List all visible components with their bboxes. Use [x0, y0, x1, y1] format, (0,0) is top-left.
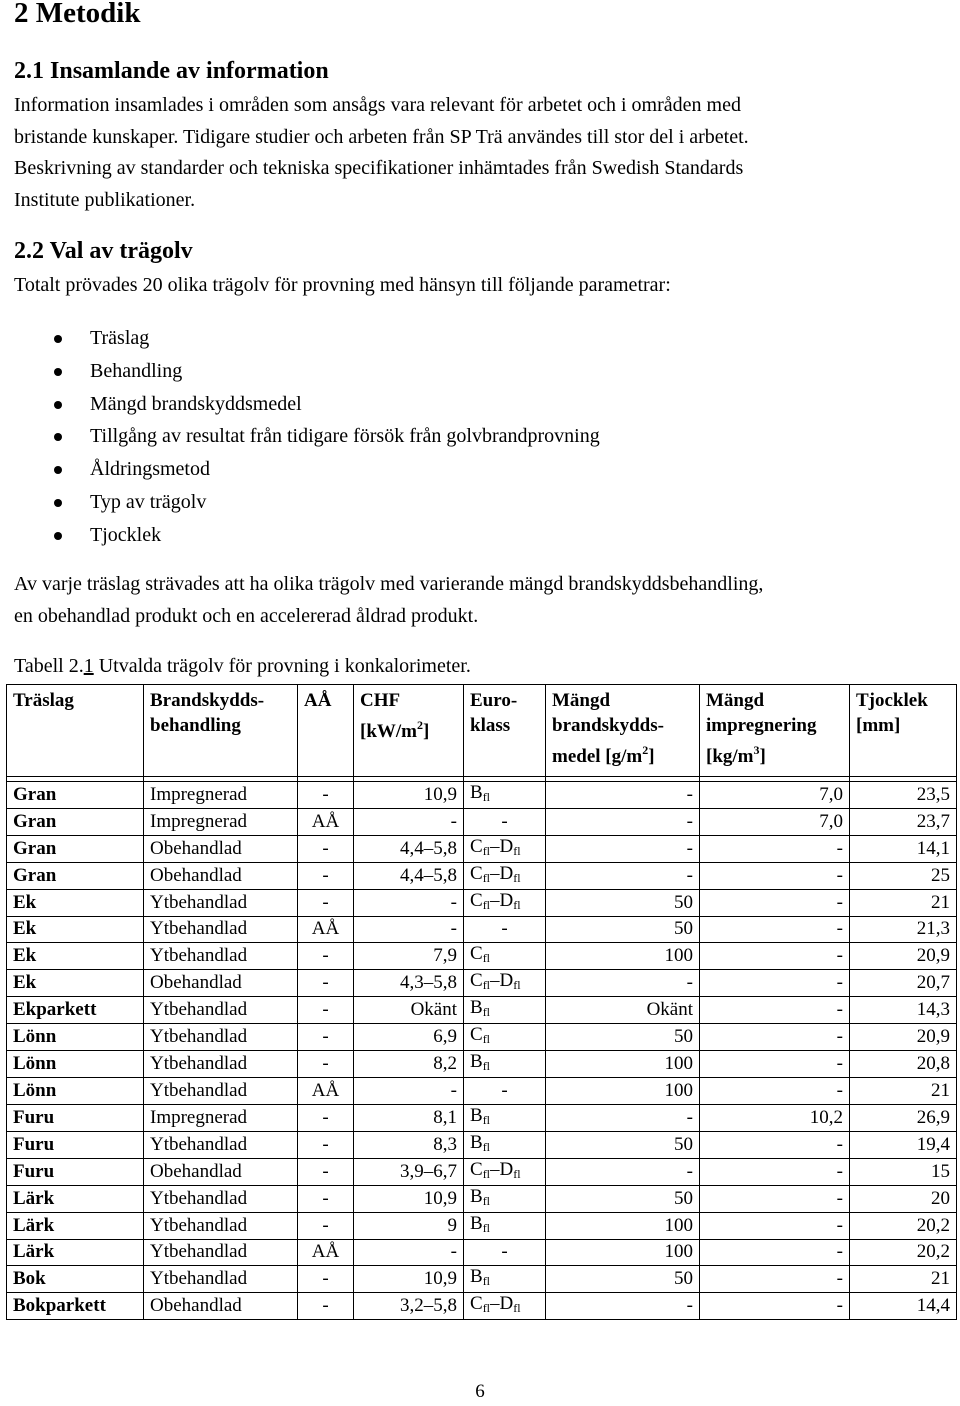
table-body [7, 782, 957, 1320]
cell-impregnering: - [700, 970, 850, 997]
paragraph-line: Information insamlades i områden som ansågs vara relevant för arbetet och i områden med [14, 94, 741, 116]
cell-aa: - [298, 1212, 354, 1239]
cell-behandling: Ytbehandlad [144, 889, 298, 916]
cell-aa: - [298, 1158, 354, 1185]
cell-tjocklek: 20 [850, 1185, 957, 1212]
cell-behandling: Ytbehandlad [144, 1239, 298, 1266]
cell-chf: 6,9 [354, 1024, 464, 1051]
euroklass-subscript: fl [513, 1301, 521, 1315]
cell-mangd: 100 [546, 1212, 700, 1239]
table-row [7, 1104, 957, 1131]
euroklass-subscript: fl [513, 897, 521, 912]
list-item [0, 519, 600, 552]
cell-mangd: 100 [546, 1239, 700, 1266]
cell-tjocklek: 21 [850, 1078, 957, 1105]
cell-traslag: Ek [7, 970, 144, 997]
cell-tjocklek: 21 [850, 889, 957, 916]
table-row [7, 1024, 957, 1051]
table-header-row [7, 685, 957, 777]
euroklass-subscript: fl [482, 1166, 491, 1181]
bullet-icon [54, 466, 62, 474]
cell-behandling: Ytbehandlad [144, 1078, 298, 1105]
cell-traslag: Lärk [7, 1239, 144, 1266]
euroklass-letter: C [470, 835, 483, 857]
euroklass-value: - [501, 1241, 508, 1263]
list-item-label: Mängd brandskyddsmedel [90, 392, 302, 415]
caption-prefix: Tabell 2. [14, 655, 84, 677]
header-chf: CHF $[kW/m^2]$ [354, 685, 464, 777]
euroklass-subscript: fl [513, 843, 521, 858]
cell-chf: 10,9 [354, 1185, 464, 1212]
cell-tjocklek: 21,3 [850, 916, 957, 943]
cell-behandling: Ytbehandlad [144, 916, 298, 943]
cell-impregnering: - [700, 1185, 850, 1212]
cell-mangd: 50 [546, 1024, 700, 1051]
cell-aa: - [298, 1024, 354, 1051]
cell-tjocklek: 14,1 [850, 835, 957, 862]
cell-traslag: Ekparkett [7, 997, 144, 1024]
cell-euroklass [464, 1078, 546, 1105]
cell-euroklass [464, 889, 546, 916]
list-item-label: Typ av trägolv [90, 490, 207, 513]
cell-mangd: 100 [546, 1051, 700, 1078]
cell-impregnering: - [700, 889, 850, 916]
header-mangd-impregnering: Mängd impregnering $[kg/m^3]$ [700, 685, 850, 777]
section-2-1-paragraph [14, 90, 944, 216]
euroklass-subscript: fl [482, 1274, 491, 1288]
cell-impregnering: - [700, 1212, 850, 1239]
euroklass-subscript: fl [513, 1166, 521, 1181]
euroklass-subscript: fl [513, 870, 521, 885]
chapter-heading: 2 Metodik [14, 0, 141, 29]
bullet-icon [54, 532, 62, 540]
cell-tjocklek: 14,4 [850, 1293, 957, 1320]
euroklass-letter: D [499, 1293, 514, 1314]
cell-traslag: Furu [7, 1131, 144, 1158]
euroklass-dash: – [490, 1293, 500, 1314]
euroklass-dash: – [490, 1158, 500, 1180]
cell-traslag: Ek [7, 916, 144, 943]
cell-aa: - [298, 1051, 354, 1078]
cell-behandling: Obehandlad [144, 970, 298, 997]
euroklass-letter: B [470, 1051, 483, 1072]
table-row [7, 1293, 957, 1320]
cell-mangd: 50 [546, 916, 700, 943]
table-caption [14, 652, 471, 680]
table-row [7, 1266, 957, 1293]
cell-tjocklek: 23,5 [850, 782, 957, 809]
cell-impregnering: - [700, 835, 850, 862]
euroklass-letter: C [470, 862, 483, 884]
euroklass-letter: C [470, 943, 483, 964]
cell-traslag: Lönn [7, 1024, 144, 1051]
cell-aa: - [298, 782, 354, 809]
table-row [7, 782, 957, 809]
euroklass-letter: B [470, 997, 483, 1018]
cell-traslag: Bokparkett [7, 1293, 144, 1320]
cell-euroklass [464, 782, 546, 809]
cell-behandling: Obehandlad [144, 1293, 298, 1320]
cell-tjocklek: 20,2 [850, 1212, 957, 1239]
cell-tjocklek: 25 [850, 862, 957, 889]
cell-aa: - [298, 835, 354, 862]
cell-aa: - [298, 1131, 354, 1158]
paragraph-line: en obehandlad produkt och en accelererad åldrad produkt. [14, 604, 479, 627]
cell-behandling: Impregnerad [144, 782, 298, 809]
paragraph-line: Av varje träslag strävades att ha olika trägolv med varierande mängd brandskyddsbehandling, [14, 573, 764, 595]
section-heading-2-2: 2.2 Val av trägolv [14, 238, 193, 264]
table-row [7, 809, 957, 836]
cell-traslag: Gran [7, 809, 144, 836]
cell-aa: - [298, 943, 354, 970]
cell-tjocklek: 20,9 [850, 1024, 957, 1051]
list-item-label: Behandling [90, 359, 183, 382]
cell-impregnering: - [700, 862, 850, 889]
cell-mangd: - [546, 970, 700, 997]
euroklass-subscript: fl [482, 1139, 491, 1154]
cell-mangd: - [546, 809, 700, 836]
table-row [7, 1131, 957, 1158]
cell-impregnering: - [700, 1024, 850, 1051]
cell-euroklass [464, 862, 546, 889]
cell-chf: 3,9–6,7 [354, 1158, 464, 1185]
cell-euroklass [464, 943, 546, 970]
cell-chf: 7,9 [354, 943, 464, 970]
paragraph-line: bristande kunskaper. Tidigare studier och arbeten från SP Trä användes till stor del i arbetet. [14, 125, 749, 148]
cell-behandling: Ytbehandlad [144, 997, 298, 1024]
euroklass-subscript: fl [482, 897, 491, 912]
paragraph-line: Beskrivning av standarder och tekniska specifikationer inhämtades från Swedish Standards [14, 157, 744, 179]
list-item [0, 453, 600, 486]
paragraph-line: Institute publikationer. [14, 188, 196, 211]
cell-chf: 10,9 [354, 782, 464, 809]
euroklass-subscript: fl [482, 1005, 491, 1019]
cell-tjocklek: 19,4 [850, 1131, 957, 1158]
cell-aa: - [298, 1104, 354, 1131]
bullet-icon [54, 368, 62, 376]
table-row [7, 943, 957, 970]
cell-mangd: - [546, 1158, 700, 1185]
cell-mangd: 100 [546, 1078, 700, 1105]
cell-traslag: Furu [7, 1104, 144, 1131]
bullet-icon [54, 499, 62, 507]
bullet-icon [54, 401, 62, 409]
cell-behandling: Ytbehandlad [144, 943, 298, 970]
euroklass-subscript: fl [482, 1193, 491, 1208]
table-row [7, 1158, 957, 1185]
euroklass-letter: B [470, 1266, 483, 1287]
cell-aa: AÅ [298, 809, 354, 836]
cell-tjocklek: 14,3 [850, 997, 957, 1024]
header-euroklass: Euro- klass [464, 685, 546, 777]
cell-euroklass [464, 1024, 546, 1051]
cell-chf: 4,4–5,8 [354, 862, 464, 889]
caption-text: Utvalda trägolv för provning i konkalorimeter. [93, 655, 471, 677]
cell-mangd: 50 [546, 889, 700, 916]
list-item-label: Tjocklek [90, 523, 162, 546]
cell-behandling: Obehandlad [144, 862, 298, 889]
cell-impregnering: - [700, 916, 850, 943]
euroklass-letter: B [470, 782, 483, 803]
cell-behandling: Obehandlad [144, 1158, 298, 1185]
euroklass-dash: – [490, 835, 500, 857]
table-row [7, 835, 957, 862]
cell-mangd: - [546, 782, 700, 809]
cell-mangd: - [546, 835, 700, 862]
euroklass-dash: – [490, 970, 500, 991]
cell-euroklass [464, 1293, 546, 1320]
euroklass-value: - [501, 1079, 508, 1101]
cell-aa: - [298, 862, 354, 889]
euroklass-dash: – [490, 889, 500, 911]
cell-aa: AÅ [298, 1078, 354, 1105]
cell-traslag: Lönn [7, 1078, 144, 1105]
parameter-list [0, 322, 600, 552]
list-item [0, 388, 600, 421]
cell-behandling: Ytbehandlad [144, 1185, 298, 1212]
cell-traslag: Lärk [7, 1212, 144, 1239]
table-row [7, 1051, 957, 1078]
euroklass-letter: C [470, 1293, 483, 1314]
list-item-label: Åldringsmetod [90, 458, 210, 481]
section-2-2-intro [14, 270, 944, 302]
cell-euroklass [464, 1185, 546, 1212]
cell-behandling: Impregnerad [144, 1104, 298, 1131]
cell-impregnering: - [700, 1131, 850, 1158]
cell-aa: AÅ [298, 916, 354, 943]
cell-tjocklek: 20,2 [850, 1239, 957, 1266]
section-heading-2-1: 2.1 Insamlande av information [14, 58, 329, 84]
paragraph-line: Totalt prövades 20 olika trägolv för provning med hänsyn till följande parametrar: [14, 274, 671, 296]
table-row [7, 997, 957, 1024]
cell-traslag: Ek [7, 943, 144, 970]
euroklass-subscript: fl [482, 790, 491, 804]
list-item-label: Träslag [90, 327, 150, 349]
header-behandling: Brandskydds- behandling [144, 685, 298, 777]
cell-behandling: Ytbehandlad [144, 1212, 298, 1239]
cell-aa: AÅ [298, 1239, 354, 1266]
floor-table [6, 684, 957, 1320]
euroklass-subscript: fl [482, 978, 491, 992]
cell-traslag: Gran [7, 862, 144, 889]
table-row [7, 1239, 957, 1266]
cell-euroklass [464, 1104, 546, 1131]
cell-chf: - [354, 889, 464, 916]
cell-impregnering: 7,0 [700, 782, 850, 809]
cell-chf: - [354, 1239, 464, 1266]
cell-chf: Okänt [354, 997, 464, 1024]
cell-tjocklek: 26,9 [850, 1104, 957, 1131]
euroklass-value: - [501, 810, 508, 832]
cell-behandling: Ytbehandlad [144, 1266, 298, 1293]
bullet-icon [54, 433, 62, 441]
cell-behandling: Ytbehandlad [144, 1131, 298, 1158]
cell-impregnering: - [700, 997, 850, 1024]
cell-euroklass [464, 1051, 546, 1078]
cell-impregnering: - [700, 943, 850, 970]
table-row [7, 1185, 957, 1212]
cell-euroklass [464, 1239, 546, 1266]
euroklass-letter: C [470, 1024, 483, 1045]
caption-number: 1 [83, 655, 94, 677]
euroklass-subscript: fl [513, 978, 521, 992]
table-row [7, 1078, 957, 1105]
list-item [0, 420, 600, 453]
cell-impregnering: - [700, 1239, 850, 1266]
cell-aa: - [298, 1185, 354, 1212]
cell-euroklass [464, 1158, 546, 1185]
euroklass-letter: D [499, 970, 514, 991]
euroklass-subscript: fl [482, 1301, 491, 1315]
cell-aa: - [298, 1293, 354, 1320]
euroklass-letter: C [470, 1158, 483, 1180]
section-2-2-closing [14, 569, 944, 632]
euroklass-letter: D [499, 1158, 514, 1180]
cell-mangd: 100 [546, 943, 700, 970]
cell-traslag: Gran [7, 835, 144, 862]
cell-behandling: Obehandlad [144, 835, 298, 862]
cell-impregnering: 10,2 [700, 1104, 850, 1131]
cell-chf: - [354, 809, 464, 836]
cell-mangd: 50 [546, 1266, 700, 1293]
cell-chf: 8,3 [354, 1131, 464, 1158]
list-item-label: Tillgång av resultat från tidigare försök från golvbrandprovning [90, 425, 600, 448]
cell-mangd: 50 [546, 1185, 700, 1212]
cell-traslag: Lönn [7, 1051, 144, 1078]
cell-aa: - [298, 1266, 354, 1293]
cell-chf: - [354, 1078, 464, 1105]
cell-tjocklek: 15 [850, 1158, 957, 1185]
euroklass-subscript: fl [482, 843, 491, 858]
euroklass-subscript: fl [482, 1112, 491, 1127]
euroklass-letter: B [470, 1185, 483, 1207]
table-row [7, 889, 957, 916]
cell-impregnering: 7,0 [700, 809, 850, 836]
cell-behandling: Impregnerad [144, 809, 298, 836]
cell-aa: - [298, 997, 354, 1024]
euroklass-letter: B [470, 1104, 483, 1126]
table-row [7, 970, 957, 997]
cell-tjocklek: 20,8 [850, 1051, 957, 1078]
table-row [7, 916, 957, 943]
cell-mangd: - [546, 1293, 700, 1320]
cell-tjocklek: 20,7 [850, 970, 957, 997]
cell-traslag: Ek [7, 889, 144, 916]
bullet-icon [54, 335, 62, 343]
cell-impregnering: - [700, 1293, 850, 1320]
cell-impregnering: - [700, 1078, 850, 1105]
cell-tjocklek: 21 [850, 1266, 957, 1293]
cell-euroklass [464, 1266, 546, 1293]
cell-mangd: Okänt [546, 997, 700, 1024]
cell-traslag: Lärk [7, 1185, 144, 1212]
euroklass-letter: C [470, 970, 483, 991]
cell-aa: - [298, 889, 354, 916]
table-row [7, 1212, 957, 1239]
cell-chf: 8,2 [354, 1051, 464, 1078]
list-item [0, 322, 600, 355]
cell-euroklass [464, 916, 546, 943]
cell-mangd: 50 [546, 1131, 700, 1158]
header-mangd-brandskyddsmedel: Mängd brandskydds- medel $[g/m^2]$ [546, 685, 700, 777]
cell-chf: 8,1 [354, 1104, 464, 1131]
cell-euroklass [464, 997, 546, 1024]
euroklass-subscript: fl [482, 1032, 491, 1046]
cell-chf: - [354, 916, 464, 943]
euroklass-subscript: fl [482, 870, 491, 885]
header-traslag: Träslag [7, 685, 144, 777]
cell-chf: 3,2–5,8 [354, 1293, 464, 1320]
header-aa: AÅ [298, 685, 354, 777]
cell-traslag: Bok [7, 1266, 144, 1293]
cell-behandling: Ytbehandlad [144, 1051, 298, 1078]
list-item [0, 486, 600, 519]
list-item [0, 355, 600, 388]
cell-impregnering: - [700, 1158, 850, 1185]
euroklass-letter: B [470, 1131, 483, 1153]
euroklass-subscript: fl [482, 1220, 491, 1235]
cell-traslag: Furu [7, 1158, 144, 1185]
cell-chf: 9 [354, 1212, 464, 1239]
cell-impregnering: - [700, 1051, 850, 1078]
euroklass-letter: C [470, 889, 483, 911]
cell-tjocklek: 23,7 [850, 809, 957, 836]
euroklass-value: - [501, 918, 508, 940]
page-number: 6 [475, 1381, 485, 1402]
euroklass-letter: D [499, 862, 514, 884]
cell-chf: 4,3–5,8 [354, 970, 464, 997]
cell-euroklass [464, 970, 546, 997]
cell-euroklass [464, 835, 546, 862]
cell-mangd: - [546, 862, 700, 889]
header-tjocklek: Tjocklek [mm] [850, 685, 957, 777]
euroklass-letter: D [499, 835, 514, 857]
euroklass-subscript: fl [482, 1059, 491, 1073]
table-row [7, 862, 957, 889]
euroklass-subscript: fl [482, 951, 491, 965]
cell-behandling: Ytbehandlad [144, 1024, 298, 1051]
cell-mangd: - [546, 1104, 700, 1131]
cell-chf: 4,4–5,8 [354, 835, 464, 862]
euroklass-letter: D [499, 889, 514, 911]
cell-euroklass [464, 809, 546, 836]
euroklass-dash: – [490, 862, 500, 884]
cell-euroklass [464, 1212, 546, 1239]
euroklass-letter: B [470, 1212, 483, 1234]
cell-chf: 10,9 [354, 1266, 464, 1293]
cell-aa: - [298, 970, 354, 997]
cell-impregnering: - [700, 1266, 850, 1293]
cell-tjocklek: 20,9 [850, 943, 957, 970]
cell-traslag: Gran [7, 782, 144, 809]
cell-euroklass [464, 1131, 546, 1158]
